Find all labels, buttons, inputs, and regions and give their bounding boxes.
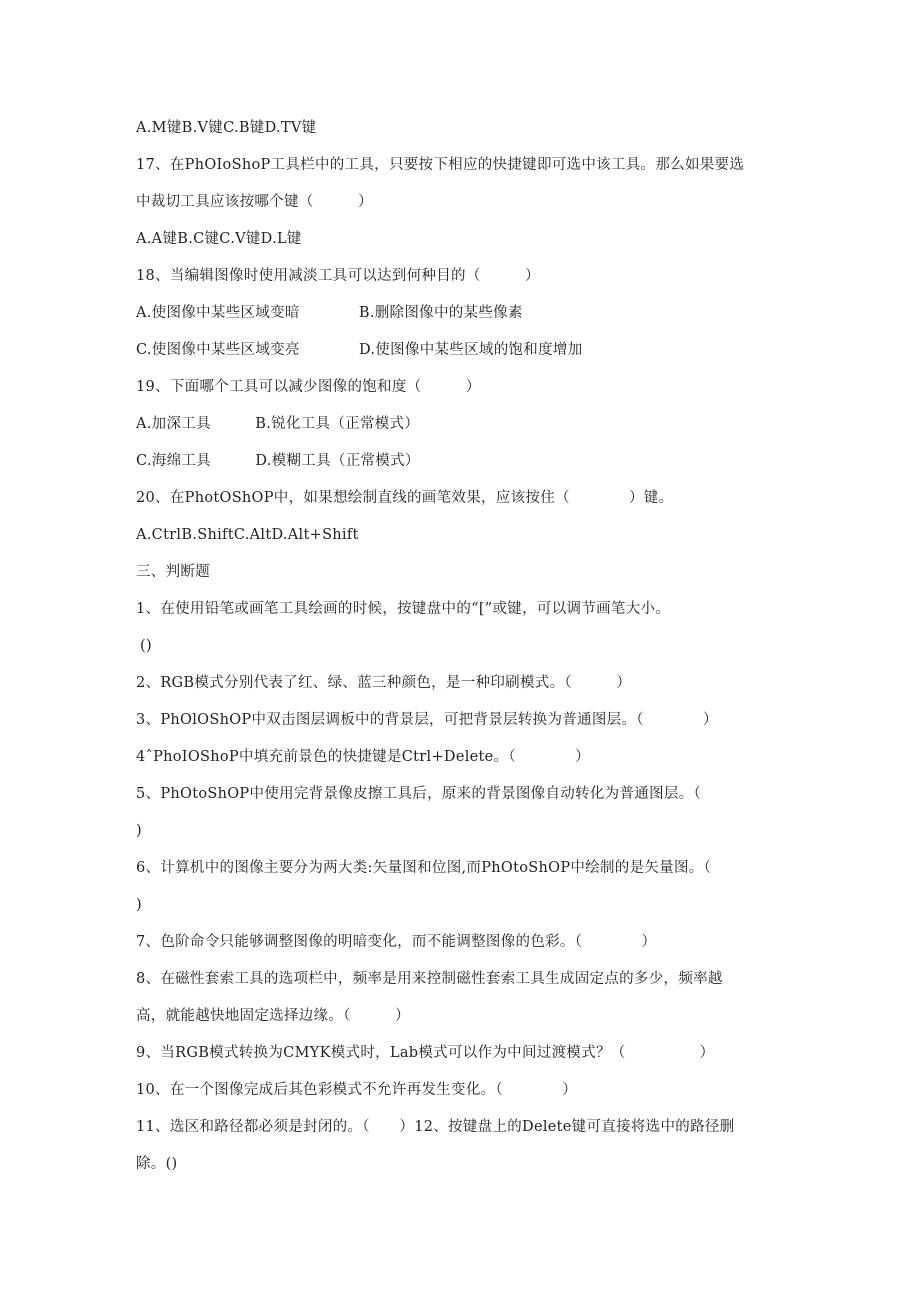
- answer-options-16: A.M键B.V键C.B键D.TV键: [136, 120, 317, 136]
- answer-options-17: A.A键B.C键C.V键D.L键: [136, 231, 302, 247]
- answer-options-19-ab: A.加深工具 B.锐化工具（正常模式）: [136, 416, 420, 432]
- tf-question-12-cont: 除。(): [136, 1156, 178, 1172]
- tf-question-8-line-1: 8、在磁性套索工具的选项栏中，频率是用来控制磁性套索工具生成固定点的多少，频率越: [136, 971, 723, 987]
- tf-question-5: 5、PhOtoShOP中使用完背景像皮擦工具后，原来的背景图像自动转化为普通图层。（: [136, 786, 702, 802]
- tf-question-6: 6、计算机中的图像主要分为两大类:矢量图和位图,而PhOtoShOP中绘制的是矢量图。（: [136, 860, 712, 876]
- tf-question-4: 4ˆPhoIOShoP中填充前景色的快捷键是Ctrl+Delete。（ ）: [136, 749, 590, 765]
- tf-question-11-12: 11、选区和路径都必须是封闭的。（ ）12、按键盘上的Delete键可直接将选中的路径删: [136, 1119, 735, 1135]
- tf-question-5-bracket: ): [136, 823, 142, 839]
- answer-options-18-cd: C.使图像中某些区域变亮 D.使图像中某些区域的饱和度增加: [136, 342, 583, 358]
- tf-question-9: 9、当RGB模式转换为CMYK模式时，Lab模式可以作为中间过渡模式？（ ）: [136, 1045, 715, 1061]
- tf-question-1-bracket: (): [140, 638, 152, 654]
- tf-question-2: 2、RGB模式分别代表了红、绿、蓝三种颜色，是一种印刷模式。（ ）: [136, 675, 632, 691]
- question-19: 19、下面哪个工具可以减少图像的饱和度（ ）: [136, 379, 481, 395]
- tf-question-10: 10、在一个图像完成后其色彩模式不允许再发生变化。（ ）: [136, 1082, 577, 1098]
- question-17-line-2: 中裁切工具应该按哪个键（ ）: [136, 194, 373, 210]
- question-17-line-1: 17、在PhOIoShoP工具栏中的工具，只要按下相应的快捷键即可选中该工具。那么如果要选: [136, 157, 745, 173]
- tf-question-7: 7、色阶命令只能够调整图像的明暗变化，而不能调整图像的色彩。（ ）: [136, 934, 657, 950]
- section-heading: 三、判断题: [136, 564, 210, 580]
- tf-question-3: 3、PhOlOShOP中双击图层调板中的背景层，可把背景层转换为普通图层。（ ）: [136, 712, 718, 728]
- tf-question-8-line-2: 高，就能越快地固定选择边缘。（ ）: [136, 1008, 410, 1024]
- tf-question-6-bracket: ): [136, 897, 142, 913]
- answer-options-18-ab: A.使图像中某些区域变暗 B.删除图像中的某些像素: [136, 305, 523, 321]
- question-20: 20、在PhotOShOP中，如果想绘制直线的画笔效果，应该按住（ ）键。: [136, 490, 674, 506]
- tf-question-1: 1、在使用铅笔或画笔工具绘画的时候，按键盘中的“[”或键，可以调节画笔大小。: [136, 601, 671, 617]
- question-18: 18、当编辑图像时使用减淡工具可以达到何种目的（ ）: [136, 268, 540, 284]
- answer-options-20: A.CtrlB.ShiftC.AltD.Alt+Shift: [136, 527, 359, 543]
- answer-options-19-cd: C.海绵工具 D.模糊工具（正常模式）: [136, 453, 420, 469]
